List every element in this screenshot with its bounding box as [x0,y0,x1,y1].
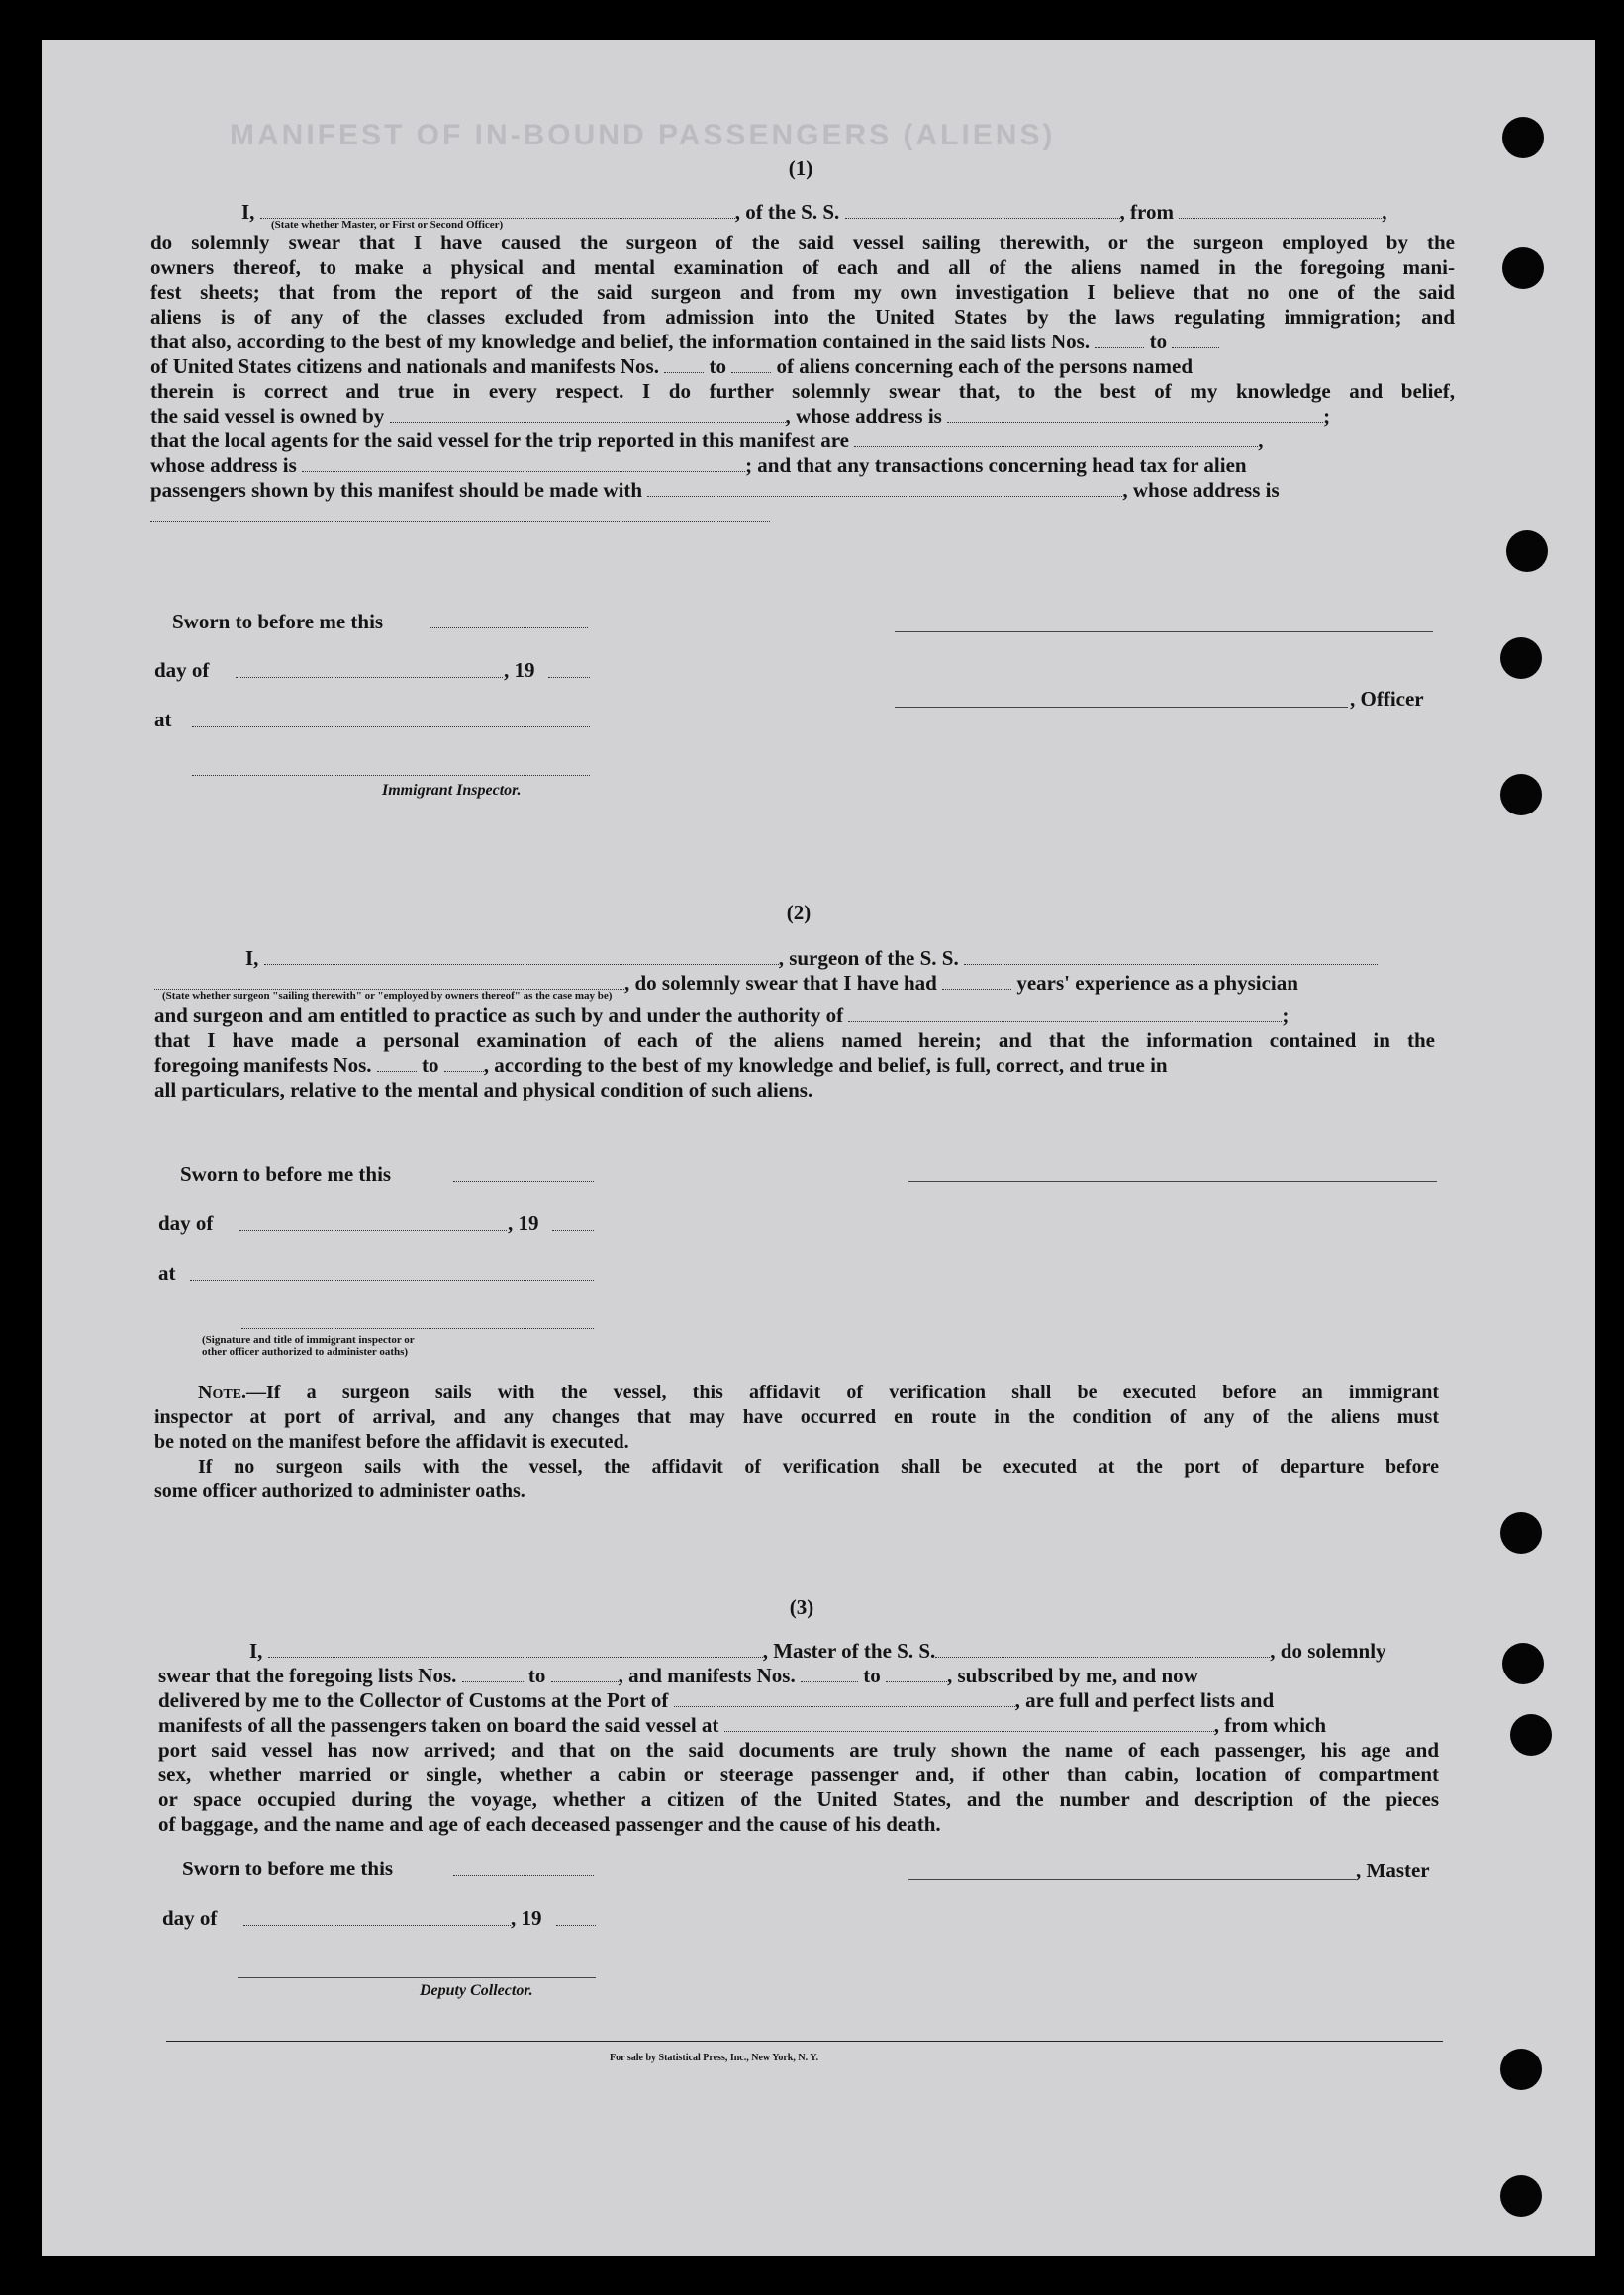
document-page [42,40,1595,2256]
punch-hole [1500,2175,1542,2217]
year-field[interactable] [552,1230,594,1231]
s3-manifest-to-field[interactable] [886,1666,947,1682]
sworn-date-field[interactable] [453,1875,594,1876]
officer-signature-line[interactable] [895,631,1433,632]
vessel-name-field[interactable] [845,202,1120,219]
officer-name-field[interactable] [260,202,735,219]
punch-hole [1502,247,1544,289]
at-place-field[interactable] [190,1280,594,1281]
master-name-field[interactable] [268,1641,763,1658]
punch-hole [1500,637,1542,679]
master-signature-line[interactable] [908,1879,1356,1880]
authority-field[interactable] [848,1005,1282,1022]
punch-hole [1506,530,1548,572]
day-of-label: day of [162,1906,218,1930]
s3-list-to-field[interactable] [551,1666,619,1682]
sworn-label: Sworn to before me this [172,610,384,633]
section-number: (2) [786,901,812,924]
surgeon-role-note: (State whether surgeon "sailing therewith" or "employed by owners thereof" as the case may be) [162,990,613,1002]
officer-label: , Officer [1350,687,1424,711]
owner-address-field[interactable] [947,406,1323,423]
day-of-field[interactable] [239,1230,507,1231]
head-tax-party-field[interactable] [647,480,1122,497]
manifest-to-field[interactable] [731,356,771,373]
at-label: at [154,708,172,731]
s2-manifest-to-field[interactable] [444,1055,484,1072]
section-number: (1) [788,156,813,180]
manifest-from-field[interactable] [664,356,704,373]
signature-title-caption: (Signature and title of immigrant inspector or other officer authorized to administer oaths) [202,1334,415,1358]
sworn-date-field[interactable] [430,627,588,628]
local-agents-field[interactable] [854,430,1258,447]
sworn-date-field[interactable] [453,1181,594,1182]
day-of-label: day of [158,1211,214,1235]
port-of-field[interactable] [674,1690,1015,1707]
s3-list-from-field[interactable] [462,1666,524,1682]
day-of-label: day of [154,658,210,682]
inspector-signature-field[interactable] [192,775,590,776]
year-field[interactable] [548,677,590,678]
punch-hole [1500,1512,1542,1554]
inspector-signature-field[interactable] [241,1328,594,1329]
boarded-at-field[interactable] [724,1715,1214,1732]
section-3-oath: I, , Master of the S. S. , do solemnly swear that the foregoing lists Nos. to , and manifests Nos. to , subscribed by me, and now delivered by me to the Collector of Customs at the Port of , are full and perfect lists and manifests of all the passengers taken on board the said vessel at , from which port said vessel has now arrived; and that on the said documents are truly shown the name of each passenger, his age and sex, whether married or single, whether a cabin or steerage passenger and, if other than cabin, location of compartment or space occupied during the voyage, whether a citizen of the United States, and the number and description of the pieces of baggage, and the name and age of each deceased passenger and the cause of his death. [158,1639,1439,1836]
deputy-caption: Deputy Collector. [420,1982,533,1999]
year-label: , 19 [508,1211,539,1235]
printer-imprint: For sale by Statistical Press, Inc., New York, N. Y. [610,2053,819,2063]
note-block: Note.—If a surgeon sails with the vessel, this affidavit of verification shall be executed before an immigrant inspector at port of arrival, and any changes that may have occurred en route in the condition of any of the aliens must be noted on the manifest before the affidavit is executed. If no surgeon sails with the vessel, the affidavit of verification shall be executed at the port of departure before some officer authorized to administer oaths. [154,1382,1439,1502]
surgeon-role-field[interactable] [154,973,624,990]
year-field[interactable] [556,1925,596,1926]
master-label: , Master [1356,1859,1430,1882]
s3-manifest-from-field[interactable] [801,1666,858,1682]
master-vessel-field[interactable] [935,1641,1270,1658]
head-tax-address-field[interactable] [150,505,770,522]
years-experience-field[interactable] [942,973,1011,990]
year-label: , 19 [511,1906,542,1930]
surgeon-signature-line[interactable] [908,1181,1437,1182]
officer-title-note: (State whether Master, or First or Second Officer) [271,219,504,231]
agents-address-field[interactable] [302,455,745,472]
punch-hole [1502,1643,1544,1684]
punch-hole [1502,117,1544,158]
surgeon-name-field[interactable] [264,948,779,965]
at-label: at [158,1261,176,1285]
sworn-label: Sworn to before me this [182,1857,394,1880]
owner-field[interactable] [390,406,786,423]
faint-bleed-through-header: MANIFEST OF IN-BOUND PASSENGERS (ALIENS) [230,119,1056,151]
deputy-signature-line[interactable] [238,1977,596,1978]
year-label: , 19 [504,658,535,682]
list-to-field[interactable] [1172,332,1219,348]
s2-manifest-from-field[interactable] [377,1055,417,1072]
punch-hole [1500,774,1542,815]
officer-title-line[interactable] [895,707,1348,708]
footer-rule [166,2041,1443,2042]
punch-hole [1510,1714,1552,1756]
section-number: (3) [789,1595,814,1619]
list-from-field[interactable] [1095,332,1144,348]
section-2-oath: I, , surgeon of the S. S. , do solemnly swear that I have had years' experience as a physician (State whether surgeon "sailing therewith" or "employed by owners thereof" as the case may be) and surgeon and am entitled to practice as such by and under the authority of ; that I have made a personal examination of each of the aliens named herein; and that the information contained in the foregoing manifests Nos. to , according to the best of my knowledge and belief, is full, correct, and true in all particulars, relative to the mental and physical condition of such aliens. [154,946,1435,1101]
sworn-label: Sworn to before me this [180,1162,392,1186]
punch-hole [1500,2049,1542,2090]
section-1-oath: I, , of the S. S. , from , (State whether Master, or First or Second Officer) do solemnly swear that I have caused the surgeon of the said vessel sailing therewith, or the surgeon employed by the owners thereof, to make a physical and mental examination of each and all of the aliens named in the foregoing mani- fest sheets; that from the report of the said surgeon and from my own investigation I believe that no one of the said aliens is of any of the classes excluded from admission into the United States by the laws regulating immigration; and that also, according to the best of my knowledge and belief, the information contained in the said lists Nos. to of United States citizens and nationals and manifests Nos. to of aliens concerning each of the persons named therein is correct and true in every respect. I do further solemnly swear that, to the best of my knowledge and belief, the said vessel is owned by , whose address is ; that the local agents for the said vessel for the trip reported in this manifest are , whose address is ; and that any transactions concerning head tax for alien passengers shown by this manifest should be made with , whose address is [150,200,1455,527]
surgeon-vessel-field[interactable] [964,948,1378,965]
day-of-field[interactable] [236,677,503,678]
inspector-caption: Immigrant Inspector. [382,782,522,799]
day-of-field[interactable] [243,1925,511,1926]
from-port-field[interactable] [1179,202,1382,219]
at-place-field[interactable] [192,726,590,727]
